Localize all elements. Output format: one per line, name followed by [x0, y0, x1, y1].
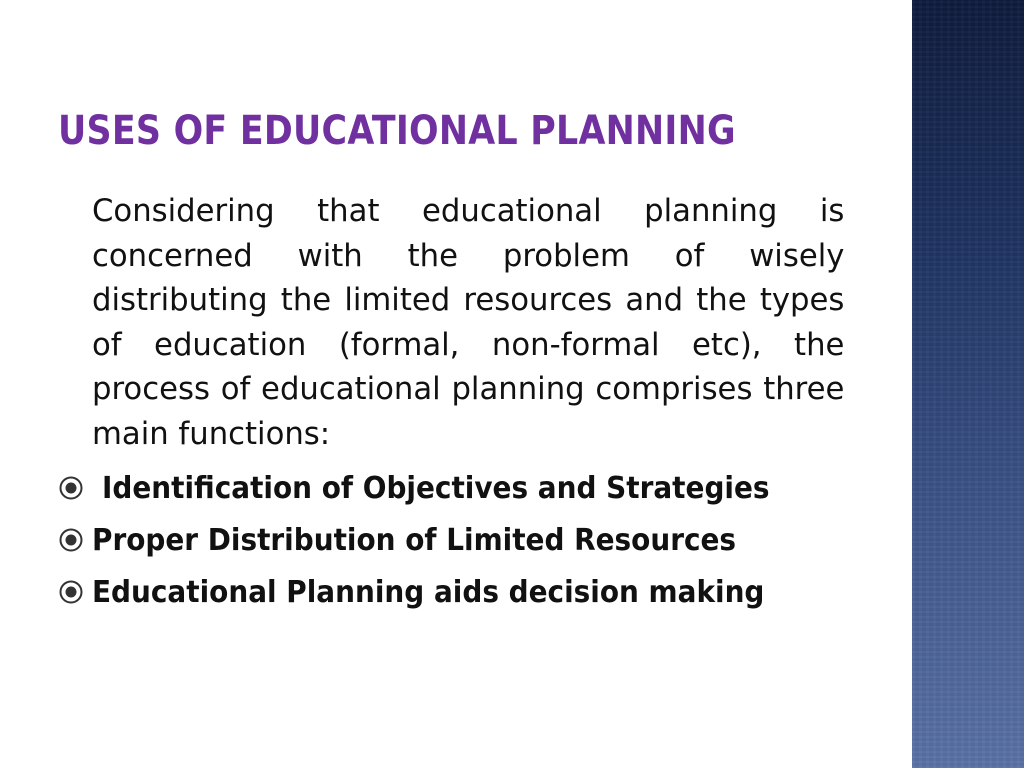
- intro-paragraph: Considering that educational planning is concerned with the problem of wisely distributing the limited resources and the types of education (formal, non-formal etc), the process of educational planning comprises three main functions:: [92, 193, 845, 452]
- list-item-label: Proper Distribution of Limited Resources: [92, 522, 737, 558]
- slide-title: USES OF EDUCATIONAL PLANNING: [58, 108, 736, 154]
- list-item: [58, 462, 868, 514]
- circle-bullet-icon: [58, 527, 84, 553]
- list-item-label: Identification of Objectives and Strategies: [102, 470, 770, 506]
- circle-bullet-icon: [58, 475, 84, 501]
- list-item: [58, 514, 868, 566]
- list-item-label: Educational Planning aids decision making: [92, 574, 765, 610]
- circle-bullet-icon: [58, 579, 84, 605]
- function-list: [58, 462, 868, 618]
- list-item: [58, 566, 868, 618]
- decorative-side-panel: [912, 0, 1024, 768]
